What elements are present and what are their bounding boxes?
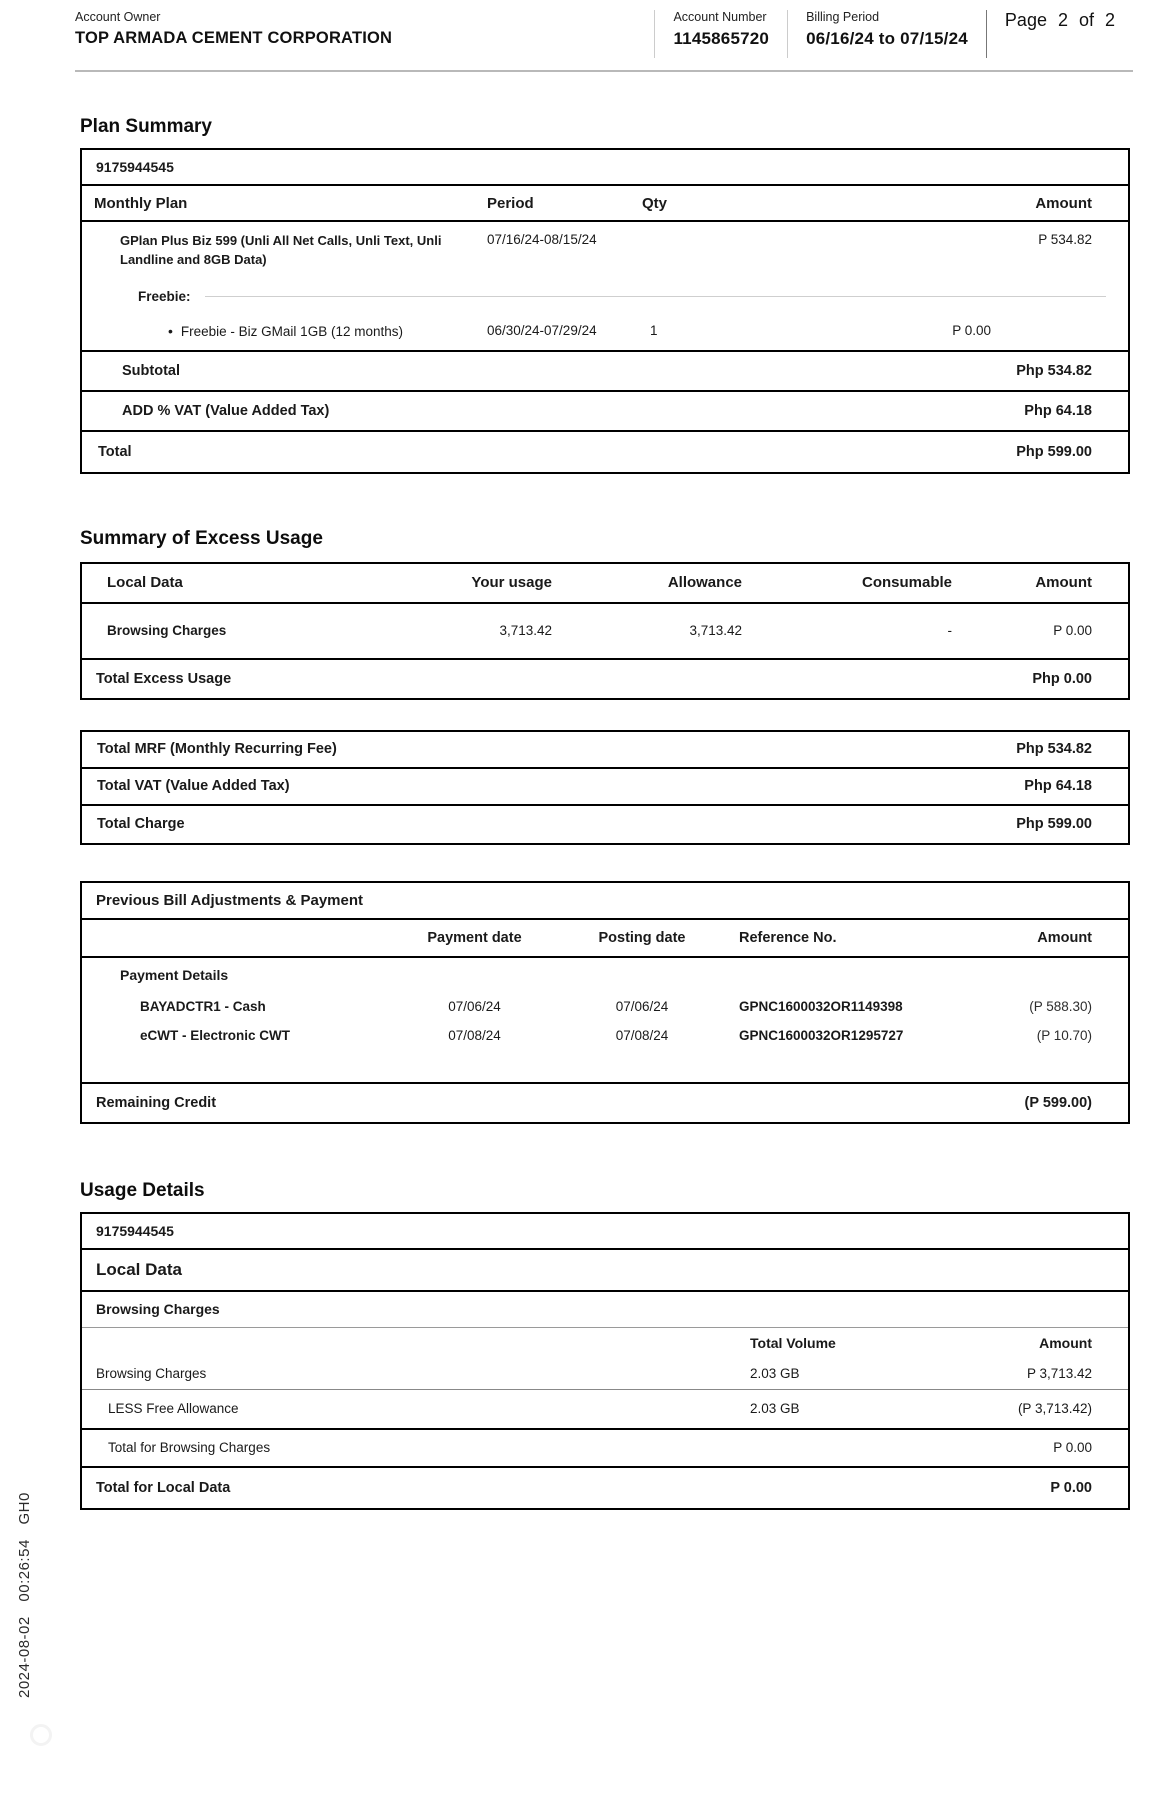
freebie-row — [82, 312, 1128, 352]
account-owner-label: Account Owner — [75, 10, 161, 24]
excess-consumable: - — [947, 623, 952, 639]
total-mrf-row — [82, 732, 1128, 769]
col-qty: Qty — [642, 194, 668, 212]
excess-header-row — [82, 564, 1128, 604]
freebie-qty: 1 — [650, 323, 658, 339]
previous-bill-title: Previous Bill Adjustments & Payment — [82, 883, 1128, 920]
remaining-credit-row — [82, 1082, 1128, 1122]
total-browsing-row — [82, 1430, 1128, 1468]
payment-spacer — [82, 1050, 1128, 1082]
subtotal-amount: Php 534.82 — [1016, 362, 1092, 379]
usage-subcategory: Browsing Charges — [82, 1292, 1128, 1328]
col-local-data: Local Data — [107, 574, 183, 592]
account-owner-block — [75, 10, 392, 48]
vat-label: ADD % VAT (Value Added Tax) — [122, 402, 330, 419]
account-number-value: 1145865720 — [673, 29, 770, 48]
total-charge-label: Total Charge — [97, 816, 185, 833]
usage-row-browsing — [82, 1358, 1128, 1390]
excess-total-label: Total Excess Usage — [96, 670, 232, 687]
freebie-amount: P 0.00 — [952, 323, 991, 339]
usage-row-amount: (P 3,713.42) — [1017, 1401, 1092, 1417]
total-vat-amount: Php 64.18 — [1024, 778, 1092, 795]
vat-row — [82, 392, 1128, 432]
col-your-usage: Your usage — [471, 574, 552, 592]
freebie-label-row — [82, 282, 1128, 312]
usage-category: Local Data — [82, 1250, 1128, 1292]
remaining-credit-amount: (P 599.00) — [1024, 1094, 1092, 1111]
col-usage-amount: Amount — [1039, 1334, 1092, 1351]
col-monthly-plan: Monthly Plan — [94, 194, 188, 212]
usage-row-less-allowance — [82, 1390, 1128, 1430]
freebie-name: • Freebie - Biz GMail 1GB (12 months) — [82, 323, 487, 339]
account-number-block — [654, 10, 787, 58]
excess-row-label: Browsing Charges — [107, 623, 227, 639]
payment-date: 07/06/24 — [448, 998, 501, 1014]
total-mrf-label: Total MRF (Monthly Recurring Fee) — [97, 741, 337, 758]
account-owner-value: TOP ARMADA CEMENT CORPORATION — [75, 29, 393, 47]
col-period: Period — [487, 194, 534, 212]
payment-details-label: Payment Details — [120, 966, 229, 983]
subtotal-row — [82, 352, 1128, 392]
totals-table — [80, 730, 1130, 845]
plan-amount: P 534.82 — [1038, 232, 1092, 247]
plan-summary-title: Plan Summary — [80, 116, 212, 137]
previous-bill-header-row — [82, 920, 1128, 958]
total-browsing-label: Total for Browsing Charges — [108, 1440, 271, 1456]
col-amount: Amount — [1035, 194, 1092, 212]
usage-details-table — [80, 1212, 1130, 1510]
usage-details-title: Usage Details — [80, 1179, 205, 1201]
plan-period: 07/16/24-08/15/24 — [487, 232, 597, 247]
total-vat-label: Total VAT (Value Added Tax) — [97, 778, 290, 795]
freebie-period: 06/30/24-07/29/24 — [487, 323, 597, 339]
payment-row — [82, 1021, 1128, 1050]
account-number-label: Account Number — [673, 10, 767, 24]
col-excess-amount: Amount — [1035, 574, 1092, 592]
excess-your-usage: 3,713.42 — [499, 623, 552, 639]
remaining-credit-label: Remaining Credit — [96, 1094, 217, 1111]
col-payment-date: Payment date — [427, 929, 522, 946]
freebie-divider-line — [205, 296, 1106, 297]
billing-period-label: Billing Period — [806, 10, 880, 24]
plan-msisdn: 9175944545 — [82, 150, 1128, 186]
excess-usage-table — [80, 562, 1130, 700]
payment-reference: GPNC1600032OR1295727 — [739, 1027, 904, 1043]
total-local-data-label: Total for Local Data — [96, 1479, 231, 1496]
page-header — [75, 10, 1133, 72]
usage-row-amount: P 3,713.42 — [1026, 1365, 1092, 1381]
page-number: Page 2 of 2 — [986, 10, 1133, 58]
vat-amount: Php 64.18 — [1024, 402, 1092, 419]
payment-amount: (P 588.30) — [1029, 998, 1092, 1014]
col-payment-amount: Amount — [1037, 929, 1092, 946]
total-charge-amount: Php 599.00 — [1016, 816, 1092, 833]
payment-method: BAYADCTR1 - Cash — [140, 998, 266, 1014]
total-label: Total — [98, 443, 132, 460]
excess-total-amount: Php 0.00 — [1032, 670, 1092, 687]
total-browsing-amount: P 0.00 — [1053, 1440, 1092, 1456]
posting-date: 07/08/24 — [615, 1027, 669, 1043]
usage-msisdn: 9175944545 — [82, 1214, 1128, 1250]
print-timestamp: 2024-08-02 00:26:54 GH0 — [16, 1492, 33, 1698]
payment-details-row — [82, 958, 1128, 992]
excess-allowance: 3,713.42 — [689, 623, 742, 639]
excess-total-row — [82, 660, 1128, 698]
total-local-data-amount: P 0.00 — [1050, 1479, 1092, 1496]
total-charge-row — [82, 806, 1128, 843]
usage-row-volume: 2.03 GB — [750, 1401, 800, 1417]
excess-amount: P 0.00 — [1053, 623, 1092, 639]
usage-row-label: LESS Free Allowance — [108, 1401, 239, 1417]
header-meta — [654, 10, 1133, 58]
plan-summary-header-row — [82, 186, 1128, 222]
usage-row-label: Browsing Charges — [96, 1365, 207, 1381]
usage-header-row — [82, 1328, 1128, 1358]
payment-amount: (P 10.70) — [1036, 1027, 1092, 1043]
payment-method: eCWT - Electronic CWT — [140, 1027, 291, 1043]
col-total-volume: Total Volume — [750, 1334, 836, 1351]
billing-period-value: 06/16/24 to 07/15/24 — [806, 29, 968, 48]
payment-reference: GPNC1600032OR1149398 — [739, 998, 903, 1014]
watermark-circle — [30, 1724, 52, 1746]
total-row — [82, 432, 1128, 472]
plan-name: GPlan Plus Biz 599 (Unli All Net Calls, Unli Text, Unli Landline and 8GB Data) — [120, 233, 442, 267]
total-local-data-row — [82, 1468, 1128, 1508]
col-posting-date: Posting date — [598, 929, 686, 946]
total-mrf-amount: Php 534.82 — [1016, 741, 1092, 758]
usage-row-volume: 2.03 GB — [750, 1365, 800, 1381]
total-vat-row — [82, 769, 1128, 806]
payment-row — [82, 992, 1128, 1021]
payment-date: 07/08/24 — [448, 1027, 501, 1043]
col-reference-no: Reference No. — [739, 929, 837, 946]
col-consumable: Consumable — [861, 574, 952, 592]
excess-data-row — [82, 604, 1128, 660]
excess-usage-title: Summary of Excess Usage — [80, 527, 323, 549]
col-allowance: Allowance — [667, 574, 742, 592]
subtotal-label: Subtotal — [122, 362, 180, 379]
plan-summary-table — [80, 148, 1130, 474]
total-amount: Php 599.00 — [1016, 443, 1092, 460]
previous-bill-table — [80, 881, 1130, 1124]
freebie-label: Freebie: — [138, 289, 191, 305]
posting-date: 07/06/24 — [615, 998, 669, 1014]
billing-period-block — [787, 10, 986, 58]
plan-row — [82, 222, 1128, 282]
